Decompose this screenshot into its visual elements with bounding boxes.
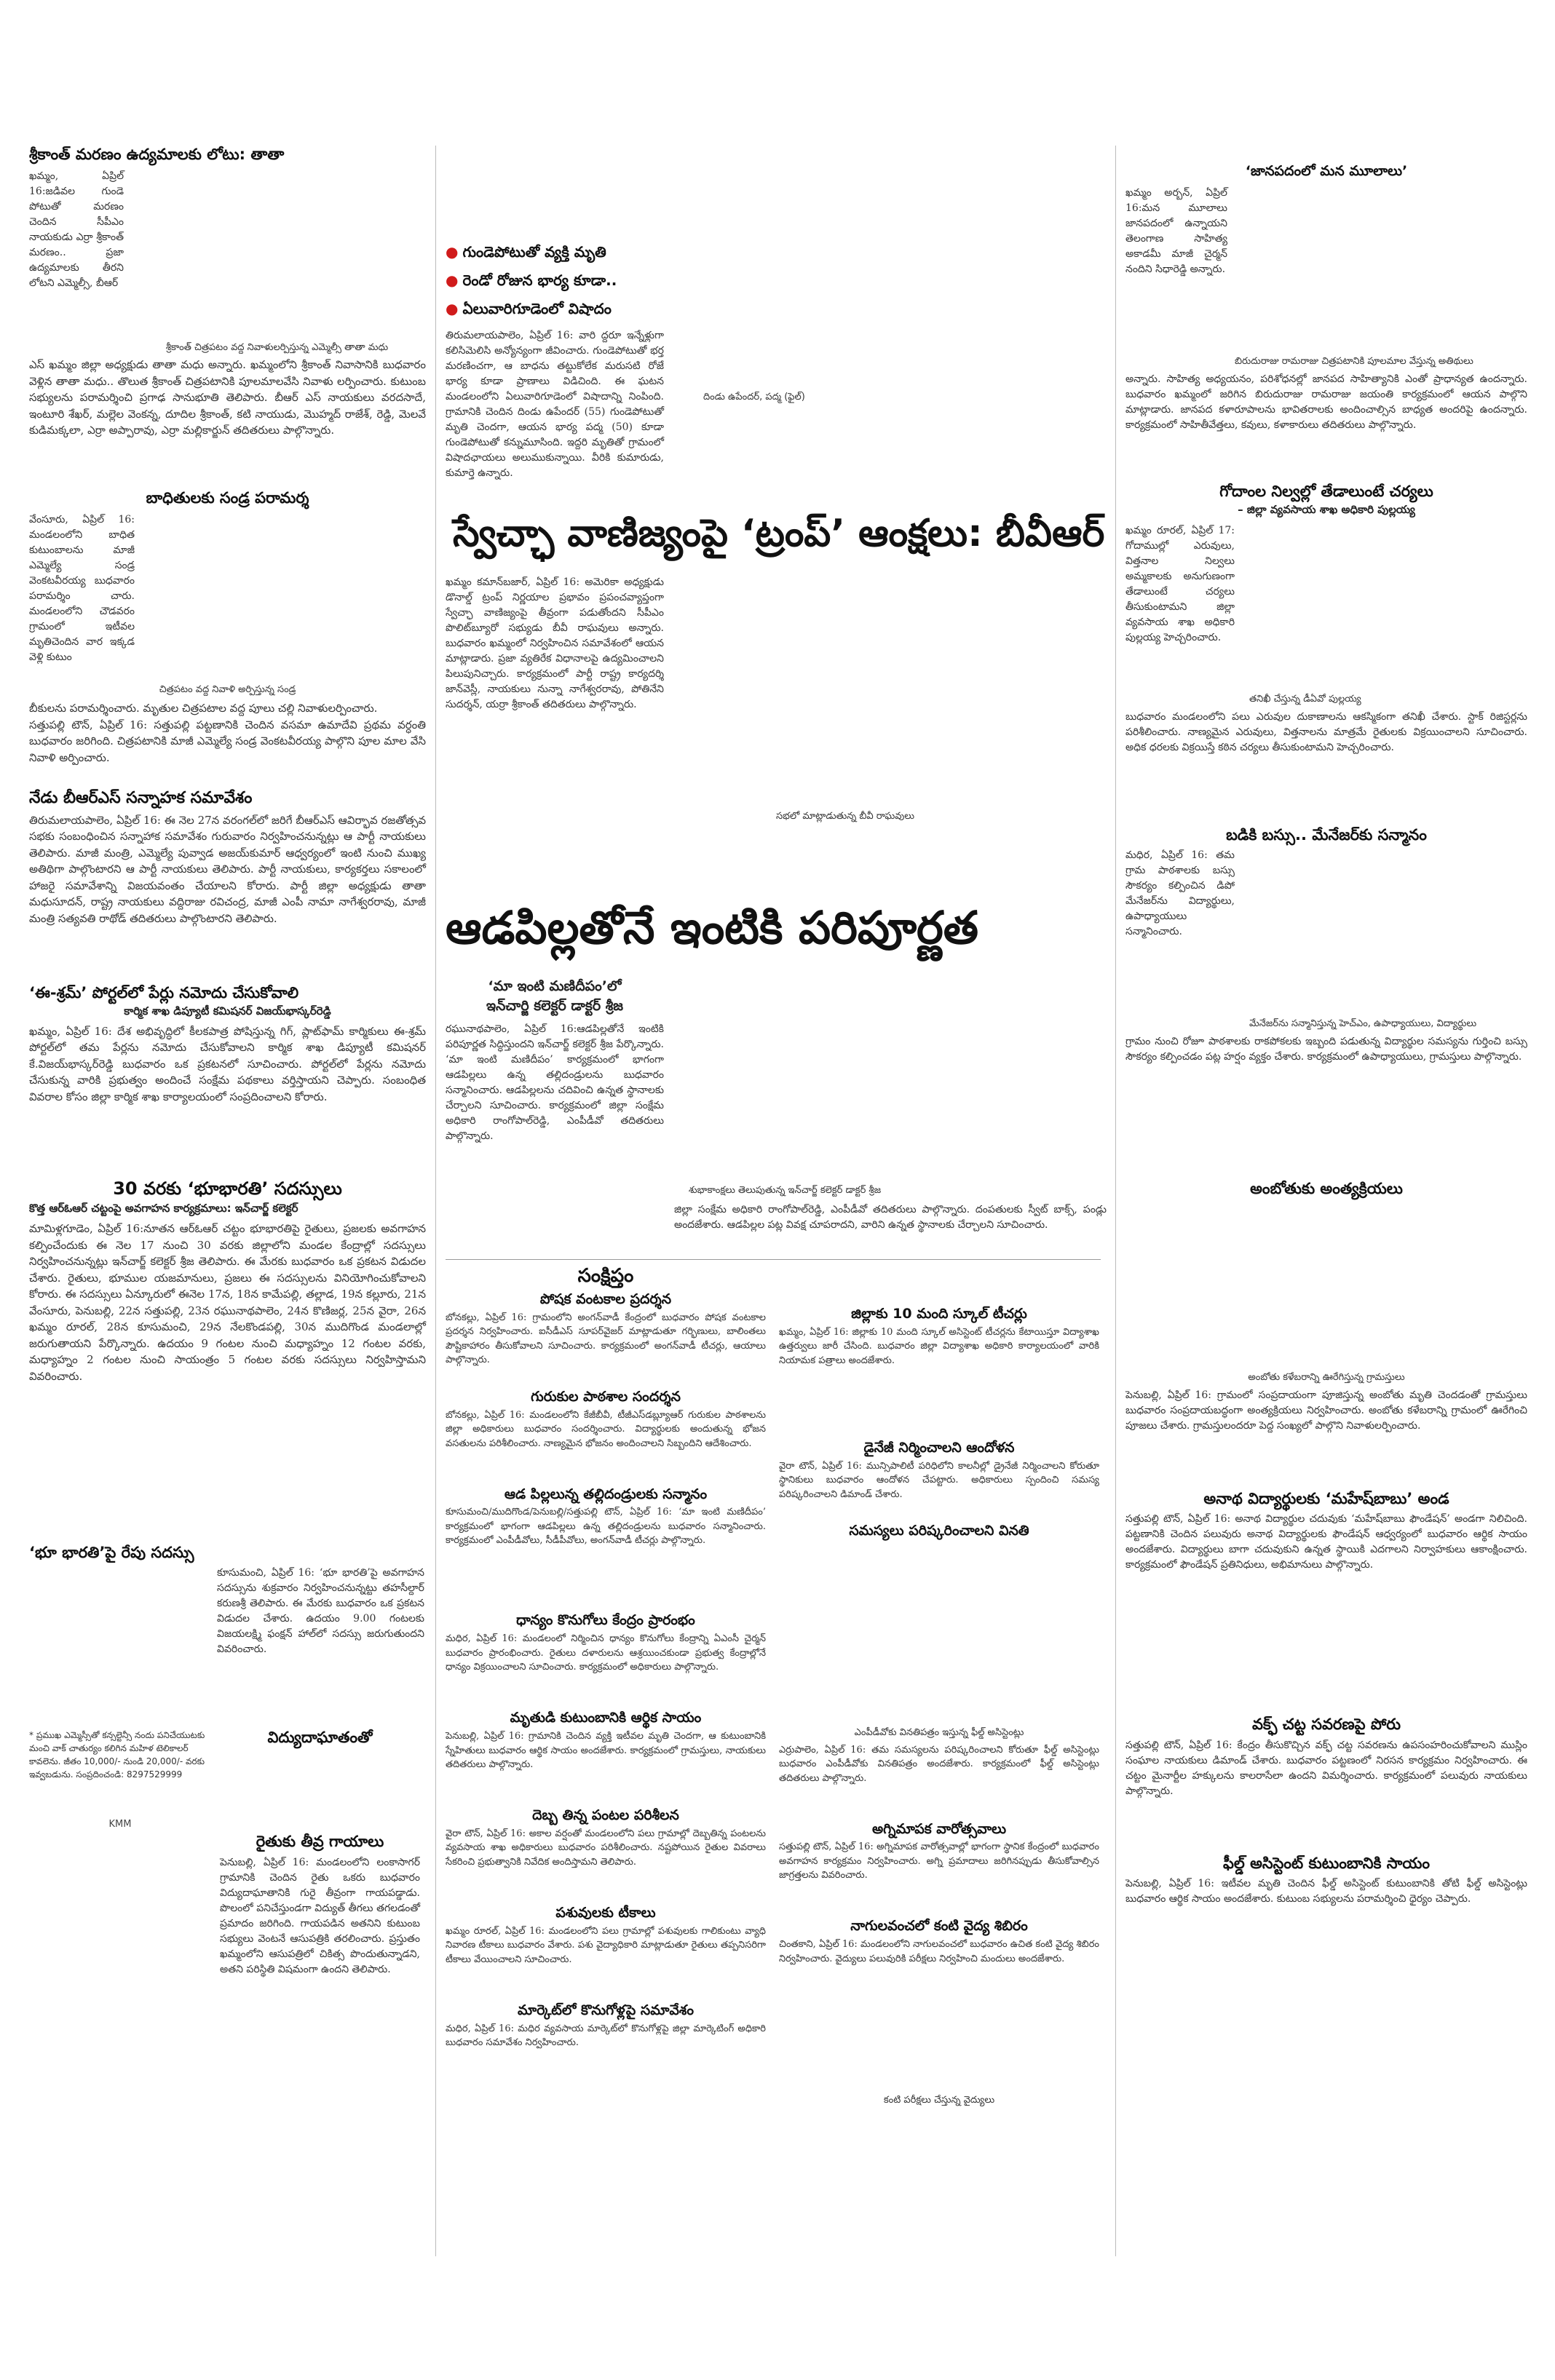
subheadline: ఇన్‌చార్జి కలెక్టర్ డాక్టర్ శ్రీజ (486, 998, 624, 1014)
article-body: పెనుబల్లి, ఏప్రిల్ 16: మండలంలోని లంకాసాగర్ గ్రామానికి చెందిన రైతు ఒకరు బుధవారం విద్యుదాఘాతానికి గురై తీవ్రంగా గాయపడ్డాడు. పొలంలో పనిచేస్తుండగా విద్యుత్ తీగలు తగలడంతో ప్రమాదం జరిగింది. గాయపడిన అతనిని కుటుంబ సభ్యులు వెంటనే ఆసుపత్రికి తరలించారు. ప్రస్తుతం ఖమ్మంలోని ఆసుపత్రిలో చికిత్స పొందుతున్నాడని, అతని పరిస్థితి విషమంగా ఉందని తెలిపారు. (220, 1856, 424, 1975)
column-divider (1115, 146, 1116, 2256)
headline-maheshbabu: అనాథ విద్యార్థులకు ‘మహేష్‌బాబు’ అండ (1203, 1490, 1449, 1508)
article-body: తిరుమలాయపాలెం, ఏప్రిల్ 16: వారి ద్దరూ ఇన్నేళ్లుగా కలిసిమెలిసి అన్యోన్యంగా జీవించారు. గుండెపోటుతో భర్త మరణించగా, ఆ బాధను తట్టుకోలేక మరుసటి రోజే భార్య కూడా ప్రాణాలు విడిచింది. ఈ ఘటన మండలంలోని ఏలువారిగూడెంలో విషాదాన్ని నింపింది. గ్రామానికి చెందిన దిండు ఉపేందర్ (55) గుండెపోటుతో మృతి చెందగా, ఆయన భార్య పద్మ (50) కూడా గుండెపోటుతో కన్నుమూసింది. ఇద్దరి మృతితో గ్రామంలో విషాదఛాయలు అలుముకున్నాయి. వీరికి కుమారుడు, కుమార్తె ఉన్నారు. (446, 330, 668, 479)
article-intro: ఖమ్మం, ఏప్రిల్ 16:జడివల గుండె పోటుతో మరణం చెందిన సీపీఎం నాయకుడు ఎర్రా శ్రీకాంత్ మరణం.. ప్రజా ఉద్యమాలకు తీరని లోటని ఎమ్మెల్సీ, బీఆర్ (29, 170, 127, 290)
brief-title: సమస్యలు పరిష్కరించాలని వినతి (849, 1522, 1029, 1539)
photo-caption: దిండు ఉపేందర్, పద్మ (ఫైల్) (703, 392, 805, 402)
bullet-headline: ● గుండెపోటుతో వ్యక్తి మృతి (446, 243, 606, 261)
article-body: ఎస్ ఖమ్మం జిల్లా అధ్యక్షుడు తాతా మధు అన్నారు. ఖమ్మంలోని శ్రీకాంత్ నివాసానికి బుధవారం వెళ్లిన తాతా మధు.. తొలుత శ్రీకాంత్ చిత్రపటానికి పూలమాలవేసి నివాళు లర్పించారు. కుటుంబ సభ్యులను పరామర్శించి ప్రగాఢ సానుభూతి తెలిపారు. బీఆర్ ఎస్ నాయకులు వరదసాదే, ఇంటూరి శేఖర్, మల్లెల వెంకన్న, దూదిల శ్రీకాంత్, కటి నాయుడు, మొహ్మద్ రాజేశ్, రెడ్డి, మెలవే కుడిమక్కలా, ఎర్రా అప్పారావు, ఎర్రా మల్లికార్జున్ తదితరులు పాల్గొన్నారు. (29, 358, 430, 437)
photo-couple (674, 240, 856, 386)
article-body: మామిళ్లగూడెం, ఏప్రిల్ 16:నూతన ఆర్‌ఓఆర్ చట్టం భూభారతిపై రైతులు, ప్రజలకు అవగాహన కల్పించేందుకు ఈ నెల 17 నుంచి 30 వరకు జిల్లాలోని మండల కేంద్రాల్లో సదస్సులు నిర్వహించనున్నట్లు ఇన్‌చార్జ్ కలెక్టర్ శ్రీజ తెలిపారు. ఈ మేరకు బుధవారం ఒక ప్రకటన విడుదల చేశారు. రైతులు, భూముల యజమానులు, ప్రజలు ఈ సదస్సులను వినియోగించుకోవాలని కోరారు. ఈ సదస్సులు ఏన్కూరులో ఈనెల 17న, 18న కామేపల్లి, తల్లాడ, 19న కల్లూరు, 21న వేంసూరు, పెనుబల్లి, 22న సత్తుపల్లి, 23న రఘునాథపాలెం, 24న కొణిజర్ల, 25న వైరా, 26న ఖమ్మం రూరల్, 28న కూసుమంచి, 29న నేలకొండపల్లి, 30న ముదిగొండ మండలాల్లో జరుగుతాయని పేర్కొన్నారు. ఉదయం 9 గంటల నుంచి మధ్యాహ్నం 12 గంటల వరకు, మధ్యాహ్నం 2 గంటల నుంచి సాయంత్రం 5 గంటల వరకు సదస్సులు నిర్వహిస్తామని వివరించారు. (29, 1222, 430, 1383)
brief-title: ధాన్యం కొనుగోలు కేంద్రం ప్రారంభం (516, 1612, 695, 1629)
subheadline: కొత్త ఆర్‌ఓఆర్ చట్టంపై అవగాహన కార్యక్రమాలు: ఇన్‌చార్జ్ కలెక్టర్ (29, 1202, 298, 1215)
photo-sandra (141, 512, 424, 681)
article-body: బీకులను పరామర్శించారు. మృతుల చిత్రపటాల వద్ద పూలు చల్లి నివాళులర్పించారు. సత్తుపల్లి టౌన్, ఏప్రిల్ 16: సత్తుపల్లి పట్టణానికి చెందిన వసమా ఉమాదేవి ప్రథమ వర్ధంతి బుధవారం జరిగింది. చిత్రపటానికి మాజీ ఎమ్మెల్యే సండ్ర వెంకటవీరయ్య పాల్గొని పూల మాల వేసి నివాళి అర్పించారు. (29, 702, 426, 764)
bullet-headline: ● ఏలువారిగూడెంలో విషాదం (446, 300, 612, 317)
article-body: ఖమ్మం, ఏప్రిల్ 16: దేశ అభివృద్ధిలో కీలకపాత్ర పోషిస్తున్న గిగ్, ప్లాట్‌ఫామ్ కార్మికులు ఈ-శ్రమ్ పోర్టల్‌లో తమ పేర్లను నమోదు చేసుకోవాలని కార్మిక శాఖ డిప్యూటీ కమిషనర్ కే.విజయ్‌భాస్కర్‌రెడ్డి బుధవారం ఒక ప్రకటనలో సూచించారు. పోర్టల్‌లో పేర్లను నమోదు చేసుకున్న వారికి ప్రభుత్వం అందించే సంక్షేమ పథకాలు వర్తిస్తాయని చెప్పారు. సంబంధిత వివరాల కోసం జిల్లా కార్మిక శాఖ కార్యాలయంలో సంప్రదించాలని కోరారు. (29, 1024, 430, 1103)
article-body: అన్నారు. సాహిత్య అధ్యయనం, పరిశోధనల్లో జానపద సాహిత్యానికి ఎంతో ప్రాధాన్యత ఉందన్నారు. బుధవారం ఖమ్మంలో జరిగిన బిరుదురాజు రామరాజు జయంతి కార్యక్రమంలో ఆయన పాల్గొని మాట్లాడారు. జానపద కళారూపాలను భావితరాలకు అందించాల్సిన బాధ్యత అందరిపై ఉందన్నారు. కార్యక్రమంలో సాహితీవేత్తలు, కవులు, కళాకారులు తదితరులు పాల్గొన్నారు. (1125, 373, 1531, 431)
brief-title: అగ్నిమాపక వారోత్సవాలు (871, 1820, 1007, 1837)
article-intro: మధిర, ఏప్రిల్ 16: తమ గ్రామ పాఠశాలకు బస్సు సౌకర్యం కల్పించిన డిపో మేనేజర్‌ను విద్యార్థులు, ఉపాధ్యాయులు సన్మానించారు. (1125, 849, 1238, 938)
subheadline: కార్మిక శాఖ డిప్యూటీ కమిషనర్ విజయ్‌భాస్కర్‌రెడ్డి (124, 1004, 331, 1018)
brief-body: పెనుబల్లి, ఏప్రిల్ 16: గ్రామానికి చెందిన వ్యక్తి ఇటీవల మృతి చెందగా, ఆ కుటుంబానికి స్నేహితులు బుధవారం ఆర్థిక సాయం అందజేశారు. కార్యక్రమంలో గ్రామస్తులు, నాయకులు తదితరులు పాల్గొన్నారు. (446, 1731, 769, 1771)
brief-title: నాగులవంచలో కంటి వైద్య శిబిరం (850, 1918, 1028, 1935)
center-column (446, 240, 1110, 2380)
article-intro: ఖమ్మం రూరల్, ఏప్రిల్ 17: గోదాముల్లో ఎరువులు, విత్తనాల నిల్వలు అమ్మకాలకు అనుగుణంగా తేడాలుంటే చర్యలు తీసుకుంటామని జిల్లా వ్యవసాయ శాఖ అధికారి పుల్లయ్య హెచ్చరించారు. (1125, 524, 1238, 643)
bullet-icon: ● (446, 271, 459, 289)
article-body: జిల్లా సంక్షేమ అధికారి రాంగోపాల్‌రెడ్డి, ఎంపీడీవో తదితరులు పాల్గొన్నారు. దంపతులకు స్వీట్ బాక్స్, పండ్లు అందజేశారు. ఆడపిల్లల పట్ల వివక్ష చూపరాదని, వారిని ఉన్నత స్థానాలకు చేర్చాలని సూచించారు. (674, 1204, 1110, 1231)
brief-title: దెబ్బ తిన్న పంటల పరిశీలన (532, 1807, 679, 1824)
brief-body: బోనకల్లు, ఏప్రిల్ 16: మండలంలోని కేజీబీవీ, టీజీఎస్‌డబ్ల్యూఆర్ గురుకుల పాఠశాలను జిల్లా అధికారులు బుధవారం సందర్శించారు. విద్యార్థులకు అందుతున్న భోజన వసతులను పరిశీలించారు. నాణ్యమైన భోజనం అందించాలని సిబ్బందిని ఆదేశించారు. (446, 1409, 769, 1449)
photo-bus-manager (1241, 848, 1526, 1015)
photo-caption: మేనేజర్‌ను సన్మానిస్తున్న హెచ్‌ఎం, ఉపాధ్యాయులు, విద్యార్థులు (1249, 1018, 1477, 1030)
article-body: గ్రామం నుంచి రోజూ పాఠశాలకు రాకపోకలకు ఇబ్బంది పడుతున్న విద్యార్థుల సమస్యను గుర్తించి బస్సు సౌకర్యం కల్పించడం పట్ల హర్షం వ్యక్తం చేశారు. కార్యక్రమంలో ఉపాధ్యాయులు, గ్రామస్తులు పాల్గొన్నారు. (1125, 1036, 1531, 1063)
photo-caption: చిత్రపటం వద్ద నివాళి అర్పిస్తున్న సండ్ర (159, 684, 296, 696)
brief-body: బోనకల్లు, ఏప్రిల్ 16: గ్రామంలోని అంగన్‌వాడీ కేంద్రంలో బుధవారం పోషక వంటకాల ప్రదర్శన నిర్వహించారు. ఐసీడీఎస్ సూపర్‌వైజర్ మాట్లాడుతూ గర్భిణులు, బాలింతలు పౌష్టికాహారం తీసుకోవాలని సూచించారు. కార్యక్రమంలో అంగన్‌వాడీ టీచర్లు, ఆయాలు పాల్గొన్నారు. (446, 1312, 769, 1366)
subheadline: ‘మా ఇంటి మణిదీపం’లో (488, 978, 622, 994)
photo-caption: బిరుదురాజు రామరాజు చిత్రపటానికి పూలమాల వేస్తున్న అతిథులు (1235, 355, 1473, 367)
brief-title: మృతుడి కుటుంబానికి ఆర్థిక సాయం (510, 1710, 702, 1726)
photo-caption: అంబోతు కళేబరాన్ని ఊరేగిస్తున్న గ్రామస్తులు (1248, 1372, 1405, 1384)
section-divider (446, 1259, 1101, 1260)
brief-body: మధిర, ఏప్రిల్ 16: మధిర వ్యవసాయ మార్కెట్‌లో కొనుగోళ్లపై జిల్లా మార్కెటింగ్ అధికారి బుధవారం సమావేశం నిర్వహించారు. (446, 2023, 769, 2049)
article-body: పెనుబల్లి, ఏప్రిల్ 16: గ్రామంలో సంప్రదాయంగా పూజిస్తున్న అంబోతు మృతి చెందడంతో గ్రామస్తులు బుధవారం సంప్రదాయబద్ధంగా అంత్యక్రియలు నిర్వహించారు. అంబోతు కళేబరాన్ని గ్రామంలో ఊరేగించి పూజలు చేశారు. గ్రామస్తులందరూ పెద్ద సంఖ్యలో పాల్గొని నివాళులర్పించారు. (1125, 1389, 1531, 1432)
headline-bus-manager: బడికి బస్సు.. మేనేజర్‌కు సన్మానం (1226, 825, 1427, 844)
headline-bhubharathi-seminar: ‘భూ భారతి’పై రేపు సదస్సు (29, 1544, 194, 1562)
photo-couple (867, 240, 1049, 386)
section-title-sankshiptam: సంక్షిప్తం (577, 1265, 634, 1287)
photo-ambothu (1125, 1202, 1522, 1369)
brief-body: వైరా టౌన్, ఏప్రిల్ 16: అకాల వర్షంతో మండలంలోని పలు గ్రామాల్లో దెబ్బతిన్న పంటలను వ్యవసాయ శాఖ అధికారులు బుధవారం పరిశీలించారు. నష్టపోయిన రైతుల వివరాలు సేకరించి ప్రభుత్వానికి నివేదిక అందిస్తామని తెలిపారు. (446, 1828, 769, 1868)
banner-headline-trump: స్వేచ్ఛా వాణిజ్యంపై ‘ట్రంప్’ ఆంక్షలు: బీవీఆర్ (453, 512, 1105, 555)
photo-caption: తనిఖీ చేస్తున్న డీఏవో పుల్లయ్య (1249, 693, 1361, 705)
brief-body: కూసుమంచి/ముదిగొండ/పెనుబల్లి/సత్తుపల్లి టౌన్, ఏప్రిల్ 16: ‘మా ఇంటి మణిదీపం’ కార్యక్రమంలో భాగంగా ఆడపిల్లలు ఉన్న తల్లిదండ్రులను బుధవారం సన్మానించారు. కార్యక్రమంలో ఎంపీడీవోలు, సీడీపీవోలు, అంగన్‌వాడీ టీచర్లు పాల్గొన్నారు. (446, 1507, 769, 1547)
brief-title: ఆడ పిల్లలున్న తల్లిదండ్రులకు సన్మానం (504, 1485, 708, 1502)
photo-caption: ఎంపీడీవోకు వినతిపత్రం ఇస్తున్న ఫీల్డ్ అసిస్టెంట్లు (854, 1726, 1024, 1738)
ad-code: KMM (108, 1819, 132, 1830)
article-body: ఖమ్మం కమాన్‌బజార్, ఏప్రిల్ 16: అమెరికా అధ్యక్షుడు డొనాల్డ్ ట్రంప్ నిర్ణయాల ప్రభావం ప్రపంచవ్యాప్తంగా స్వేచ్ఛా వాణిజ్యంపై తీవ్రంగా పడుతోందని సీపీఎం పొలిట్‌బ్యూరో సభ్యుడు బీవీ రాఘవులు అన్నారు. బుధవారం ఖమ్మంలో నిర్వహించిన సమావేశంలో ఆయన మాట్లాడారు. ప్రజా వ్యతిరేక విధానాలపై ఉద్యమించాలని పిలుపునిచ్చారు. కార్యక్రమంలో పార్టీ రాష్ట్ర కార్యదర్శి జాన్‌వెస్లీ, నాయకులు నున్నా నాగేశ్వరరావు, పోతినేని సుదర్శన్, యర్రా శ్రీకాంత్ తదితరులు పాల్గొన్నారు. (446, 576, 668, 710)
classified-ad: * ప్రముఖ ఎమ్మెస్సీతో కన్సల్టెన్సీ నందు పనిచేయుటకు మంచి వాక్ చాతుర్యం కలిగిన మహిళ టెలికాలర్ కావలెను. జీతం 10,000/- నుండి 20,000/- వరకు ఇవ్వబడును. సంప్రదించండి: 8297529999 (29, 1730, 205, 1780)
photo-caption: శుభాకాంక్షలు తెలుపుతున్న ఇన్‌చార్జ్ కలెక్టర్ డాక్టర్ శ్రీజ (689, 1185, 882, 1196)
article-body: సత్తుపల్లి టౌన్, ఏప్రిల్ 16: అనాథ విద్యార్థుల చదువుకు ‘మహేష్‌బాబు ఫౌండేషన్’ అండగా నిలిచింది. పట్టణానికి చెందిన పలువురు అనాథ విద్యార్థులకు ఫౌండేషన్ ఆధ్వర్యంలో బుధవారం ఆర్థిక సాయం అందజేశారు. విద్యార్థులు బాగా చదువుకుని ఉన్నత స్థాయికి ఎదగాలని నిర్వాహకులు ఆకాంక్షించారు. కార్యక్రమంలో ఫౌండేషన్ ప్రతినిధులు, అభిమానులు పాల్గొన్నారు. (1125, 1513, 1531, 1571)
photo-field-assistants (779, 1542, 1099, 1724)
headline-sandra: బాధితులకు సండ్ర పరామర్శ (146, 489, 309, 507)
photo-eye-camp (779, 1986, 1099, 2095)
article-body: సత్తుపల్లి టౌన్, ఏప్రిల్ 16: కేంద్రం తీసుకొచ్చిన వక్ఫ్ చట్ట సవరణను ఉపసంహరించుకోవాలని ముస్లిం సంఘాల నాయకులు డిమాండ్ చేశారు. బుధవారం పట్టణంలో నిరసన కార్యక్రమం నిర్వహించారు. ఈ చట్టం మైనార్టీల హక్కులను కాలరాసేలా ఉందని విమర్శించారు. కార్యక్రమంలో పలువురు నాయకులు పాల్గొన్నారు. (1125, 1739, 1531, 1797)
column-divider (435, 146, 436, 2256)
right-column (1125, 163, 1531, 2289)
brief-body: ఖమ్మం, ఏప్రిల్ 16: జిల్లాకు 10 మంది స్కూల్ అసిస్టెంట్ టీచర్లను కేటాయిస్తూ విద్యాశాఖ ఉత్తర్వులు జారీ చేసింది. బుధవారం జిల్లా విద్యాశాఖ అధికారి కార్యాలయంలో వారికి నియామక పత్రాలు అందజేశారు. (779, 1326, 1103, 1366)
brief-body: వైరా టౌన్, ఏప్రిల్ 16: మున్సిపాలిటీ పరిధిలోని కాలనీల్లో డ్రైనేజీ నిర్మించాలని కోరుతూ స్థానికులు బుధవారం ఆందోళన చేపట్టారు. అధికారులు స్పందించి సమస్య పరిష్కరించాలని డిమాండ్ చేశారు. (779, 1460, 1103, 1500)
left-column (29, 146, 430, 2256)
bullet-icon: ● (446, 300, 459, 317)
article-body: తిరుమలాయపాలెం, ఏప్రిల్ 16: ఈ నెల 27న వరంగల్‌లో జరిగే బీఆర్ఎస్ ఆవిర్భావ రజతోత్సవ సభకు సంబంధించిన సన్నాహాక సమావేశం గురువారం నిర్వహించనున్నట్లు ఆ పార్టీ నాయకులు తెలిపారు. మాజీ మంత్రి, ఎమ్మెల్యే పువ్వాడ అజయ్‌కుమార్ ఆధ్వర్యంలో ఇంటి నుంచి ముఖ్య అతిథిగా పాల్గొంటారని ఆ పార్టీ నాయకులు తెలిపారు. పార్టీ నాయకులు, కార్యకర్తలు సకాలంలో హాజరై సమావేశాన్ని విజయవంతం చేయాలని కోరారు. పార్టీ జిల్లా అధ్యక్షుడు తాతా మధుసూదన్, రాష్ట్ర నాయకులు వద్దిరాజు రవిచంద్ర, మాజీ ఎంపీ నామా నాగేశ్వరరావు, మాజీ మంత్రి సత్యవతి రాథోడ్ తదితరులు పాల్గొంటారని తెలిపారు. (29, 813, 430, 925)
brief-body: ఎర్రుపాలెం, ఏప్రిల్ 16: తమ సమస్యలను పరిష్కరించాలని కోరుతూ ఫీల్డ్ అసిస్టెంట్లు బుధవారం ఎంపీడీవోకు వినతిపత్రం అందజేశారు. కార్యక్రమంలో ఫీల్డ్ అసిస్టెంట్లు తదితరులు పాల్గొన్నారు. (779, 1744, 1103, 1784)
headline-brs-meeting: నేడు బీఆర్ఎస్ సన్నాహక సమావేశం (29, 789, 253, 808)
photo-caption: సభలో మాట్లాడుతున్న బీవీ రాఘవులు (776, 811, 914, 822)
bullet-icon: ● (446, 243, 459, 261)
brief-body: సత్తుపల్లి టౌన్, ఏప్రిల్ 16: అగ్నిమాపక వారోత్సవాల్లో భాగంగా స్థానిక కేంద్రంలో బుధవారం అవగాహన కార్యక్రమం నిర్వహించారు. అగ్ని ప్రమాదాలు జరిగినప్పుడు తీసుకోవాల్సిన జాగ్రత్తలను వివరించారు. (779, 1841, 1103, 1881)
photo-janapadam (1233, 186, 1524, 353)
headline-janapadam: ‘జానపదంలో మన మూలాలు’ (1245, 163, 1408, 179)
article-intro: ఖమ్మం అర్బన్, ఏప్రిల్ 16:మన మూలాలు జానపదంలో ఉన్నాయని తెలంగాణ సాహిత్య అకాడమీ మాజీ చైర్మన్ నందిని సిధారెడ్డి అన్నారు. (1125, 186, 1231, 275)
article-body: పెనుబల్లి, ఏప్రిల్ 16: ఇటీవల మృతి చెందిన ఫీల్డ్ అసిస్టెంట్ కుటుంబానికి తోటి ఫీల్డ్ అసిస్టెంట్లు బుధవారం ఆర్థిక సాయం అందజేశారు. కుటుంబ సభ్యులను పరామర్శించి ధైర్యం చెప్పారు. (1125, 1877, 1531, 1905)
article-body: బుధవారం మండలంలోని పలు ఎరువుల దుకాణాలను ఆకస్మికంగా తనిఖీ చేశారు. స్టాక్ రిజిస్టర్లను పరిశీలించారు. నాణ్యమైన ఎరువులు, విత్తనాలను మాత్రమే రైతులకు విక్రయించాలని సూచించారు. అధిక ధరలకు విక్రయిస్తే కఠిన చర్యలు తీసుకుంటామని హెచ్చరించారు. (1125, 710, 1531, 753)
photo-seminar (29, 1566, 211, 1718)
brief-body: మధిర, ఏప్రిల్ 16: మండలంలో నిర్మించిన ధాన్యం కొనుగోలు కేంద్రాన్ని ఏఎంసీ చైర్మన్ బుధవారం ప్రారంభించారు. రైతులు దళారులను ఆశ్రయించకుండా ప్రభుత్వ కేంద్రాల్లోనే ధాన్యం విక్రయించాలని సూచించారు. కార్యక్రమంలో అధికారులు పాల్గొన్నారు. (446, 1633, 769, 1673)
headline-ambothu: అంబోతుకు అంత్యక్రియలు (1250, 1180, 1403, 1198)
brief-title: పోషక వంటకాల ప్రదర్శన (539, 1290, 672, 1307)
photo-caption: శ్రీకాంత్ చిత్రపటం వద్ద నివాళులర్పిస్తున్న ఎమ్మెల్సీ తాతా మధు (165, 342, 389, 354)
headline-electrocution-2: రైతుకు తీవ్ర గాయాలు (256, 1833, 384, 1851)
headline-godowns: గోదాంల నిల్వల్లో తేడాలుంటే చర్యలు (1219, 482, 1433, 500)
headline-electrocution: విద్యుదాఘాతంతో (267, 1729, 373, 1747)
brief-body: ఖమ్మం రూరల్, ఏప్రిల్ 16: మండలంలోని పలు గ్రామాల్లో పశువులకు గాలికుంటు వ్యాధి నివారణ టీకాలు బుధవారం వేశారు. పశు వైద్యాధికారి మాట్లాడుతూ రైతులు తప్పనిసరిగా టీకాలు వేయించాలని సూచించారు. (446, 1925, 769, 1965)
bullet-headline: ● రెండో రోజున భార్య కూడా.. (446, 271, 617, 289)
photo-godowns (1241, 523, 1526, 691)
article-body: రఘునాథపాలెం, ఏప్రిల్ 16:ఆడపిల్లతోనే ఇంటికి పరిపూర్ణత సిద్ధిస్తుందని ఇన్‌చార్జ్ కలెక్టర్ శ్రీజ పేర్కొన్నారు. ‘మా ఇంటి మణిదీపం’ కార్యక్రమంలో భాగంగా ఆడపిల్లలు ఉన్న తల్లిదండ్రులను బుధవారం సన్మానించారు. ఆడపిల్లలను చదివించి ఉన్నత స్థానాలకు చేర్చాలని సూచించారు. కార్యక్రమంలో జిల్లా సంక్షేమ అధికారి రాంగోపాల్‌రెడ్డి, ఎంపీడీవో తదితరులు పాల్గొన్నారు. (446, 1023, 668, 1142)
subheadline: – జిల్లా వ్యవసాయ శాఖ అధికారి పుల్లయ్య (1238, 502, 1415, 516)
headline-field-assistant: ఫీల్డ్ అసిస్టెంట్ కుటుంబానికి సాయం (1222, 1854, 1431, 1872)
headline-bhubharathi: 30 వరకు ‘భూభారతి’ సదస్సులు (113, 1178, 342, 1199)
article-intro: వేంసూరు, ఏప్రిల్ 16: మండలంలోని బాధిత కుటుంబాలను మాజీ ఎమ్మెల్యే సండ్ర వెంకటవీరయ్య బుధవారం పరామర్శిం చారు. మండలంలోని చౌడవరం గ్రామంలో ఇటీవల మృతిచెందిన వార ఇక్కడ వెళ్లి కుటుం (29, 514, 138, 664)
photo-caption: కంటి పరీక్షలు చేస్తున్న వైద్యులు (883, 2095, 995, 2106)
article-body: కూసుమంచి, ఏప్రిల్ 16: ‘భూ భారతి’పై అవగాహన సదస్సును శుక్రవారం నిర్వహించనున్నట్టు తహసీల్దార్ కరుణశ్రీ తెలిపారు. ఈ మేరకు బుధవారం ఒక ప్రకటన విడుదల చేశారు. ఉదయం 9.00 గంటలకు విజయలక్ష్మి ఫంక్షన్ హాల్‌లో సదస్సు జరుగుతుందని వివరించారు. (217, 1567, 428, 1656)
headline-waqf: వక్ఫ్ చట్ట సవరణపై పోరు (1251, 1715, 1401, 1734)
brief-title: గురుకుల పాఠశాల సందర్శన (531, 1388, 681, 1405)
brief-title: మార్కెట్‌లో కొనుగోళ్లపై సమావేశం (518, 2002, 694, 2018)
photo-collector (674, 978, 1107, 1182)
brief-title: డైనేజీ నిర్మించాలని ఆందోళన (863, 1439, 1015, 1456)
banner-headline-girlchild: ఆడపిల్లతోనే ఇంటికి పరిపూర్ణత (446, 901, 978, 954)
brief-title: పశువులకు టీకాలు (555, 1904, 656, 1921)
photo-srikanth (130, 169, 424, 342)
brief-title: జిల్లాకు 10 మంది స్కూల్ టీచర్లు (851, 1306, 1027, 1322)
brief-body: చింతకాని, ఏప్రిల్ 16: మండలంలోని నాగులవంచలో బుధవారం ఉచిత కంటి వైద్య శిబిరం నిర్వహించారు. వైద్యులు పలువురికి పరీక్షలు నిర్వహించి మందులు అందజేశారు. (779, 1939, 1103, 1964)
headline-eshram: ‘ఈ-శ్రమ్’ పోర్టల్‌లో పేర్లు నమోదు చేసుకోవాలి (29, 983, 299, 1001)
photo-raghavulu (674, 575, 1107, 808)
headline-srikanth: శ్రీకాంత్ మరణం ఉద్యమాలకు లోటు: తాతా (29, 146, 285, 163)
